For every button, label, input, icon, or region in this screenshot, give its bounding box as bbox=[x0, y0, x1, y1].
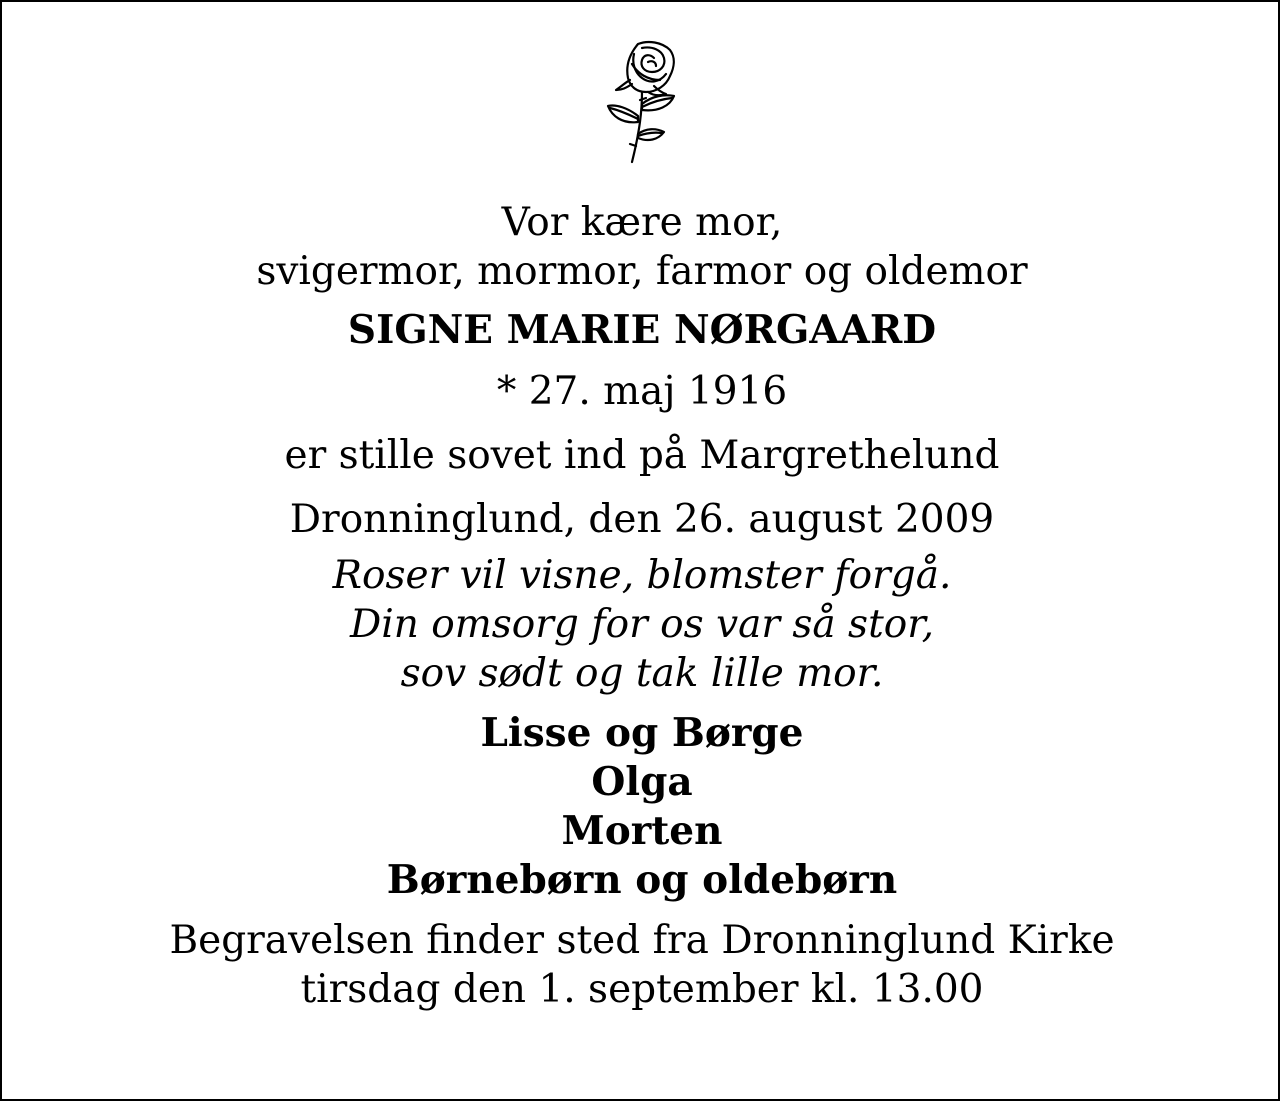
family-signatures bbox=[2, 709, 1280, 905]
passing-text: er stille sovet ind på Margrethelund bbox=[284, 433, 1000, 478]
verse-line-2: Din omsorg for os var så stor, bbox=[350, 602, 934, 647]
family-member: Lisse og Børge bbox=[480, 710, 804, 756]
family-member: Olga bbox=[591, 759, 693, 805]
notice-text bbox=[2, 198, 1280, 1014]
family-member: Morten bbox=[561, 808, 723, 854]
funeral-line-2: tirsdag den 1. september kl. 13.00 bbox=[300, 967, 984, 1012]
verse-line-1: Roser vil visne, blomster forgå. bbox=[332, 553, 952, 598]
funeral-line-1: Begravelsen finder sted fra Dronninglund Kirke bbox=[169, 918, 1115, 963]
family-member: Børnebørn og oldebørn bbox=[386, 857, 898, 903]
deceased-name: SIGNE MARIE NØRGAARD bbox=[347, 307, 937, 353]
funeral-info bbox=[2, 916, 1280, 1014]
intro-line-1: Vor kære mor, bbox=[501, 200, 783, 245]
rose-icon bbox=[598, 38, 686, 164]
birth-date: * 27. maj 1916 bbox=[496, 369, 788, 414]
verse-line-3: sov sødt og tak lille mor. bbox=[400, 651, 884, 696]
verse bbox=[2, 551, 1280, 698]
intro-line-2: svigermor, mormor, farmor og oldemor bbox=[256, 249, 1028, 294]
place-date: Dronninglund, den 26. august 2009 bbox=[289, 497, 995, 542]
